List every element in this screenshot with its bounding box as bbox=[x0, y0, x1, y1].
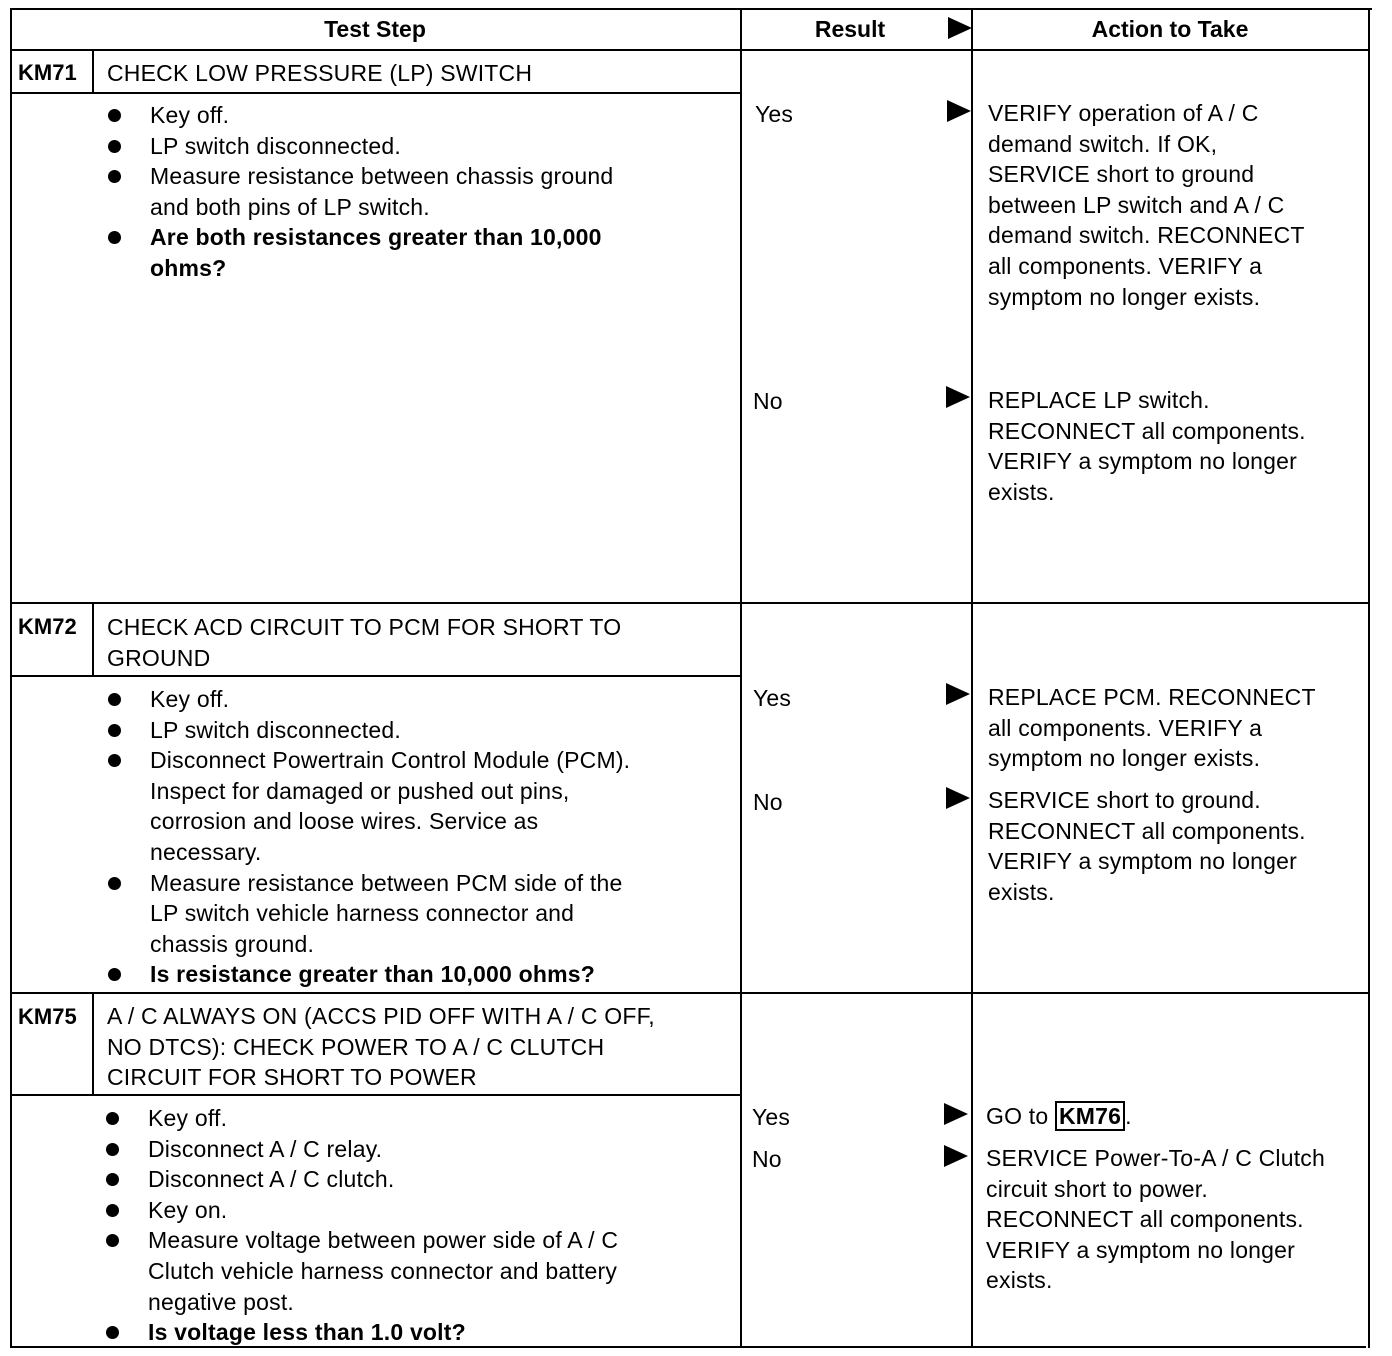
bullet-icon bbox=[108, 231, 121, 244]
bullet-icon bbox=[106, 1234, 119, 1247]
step-list bbox=[108, 100, 613, 284]
step-item: Key on. bbox=[106, 1195, 618, 1226]
code-divider-km72 bbox=[92, 602, 94, 677]
action-text: SERVICE Power-To-A / C Clutch circuit short to power. RECONNECT all components. VERIFY a symptom no longer exists. bbox=[986, 1145, 1325, 1294]
step-item: Key off. bbox=[108, 684, 630, 715]
right-arrow-icon bbox=[948, 17, 972, 39]
bullet-icon bbox=[106, 1112, 119, 1125]
right-arrow-icon bbox=[946, 386, 970, 408]
step-code: KM75 bbox=[18, 1004, 77, 1029]
step-list bbox=[106, 1103, 618, 1348]
result-yes: Yes bbox=[755, 101, 794, 127]
row-divider-km72 bbox=[10, 602, 1370, 604]
bullet-icon bbox=[108, 693, 121, 706]
result-no: No bbox=[753, 388, 783, 414]
step-item: LP switch disconnected. bbox=[108, 131, 613, 162]
table-left-border bbox=[10, 8, 12, 1348]
action-column-divider bbox=[971, 8, 973, 1348]
bullet-icon bbox=[106, 1173, 119, 1186]
title-underline-km71 bbox=[10, 92, 740, 94]
step-item: Key off. bbox=[106, 1103, 618, 1134]
result-no: No bbox=[753, 789, 783, 815]
action-text: GO to KM76 . bbox=[986, 1103, 1132, 1129]
action-text: SERVICE short to ground. RECONNECT all components. VERIFY a symptom no longer exists. bbox=[988, 787, 1306, 905]
bullet-icon bbox=[108, 140, 121, 153]
action-header: Action to Take bbox=[1091, 16, 1249, 42]
header-divider bbox=[10, 49, 1370, 51]
step-title: A / C ALWAYS ON (ACCS PID OFF WITH A / C OFF, NO DTCS): CHECK POWER TO A / C CLUTCH CIRCUIT FOR SHORT TO POWER bbox=[107, 1003, 655, 1091]
step-list bbox=[108, 684, 630, 990]
bullet-icon bbox=[106, 1143, 119, 1156]
action-text: VERIFY operation of A / C demand switch. If OK, SERVICE short to ground between LP switch and A / C demand switch. RECONNECT all components. VERIFY a symptom no longer exists. bbox=[988, 100, 1305, 310]
bullet-icon bbox=[106, 1204, 119, 1217]
result-yes: Yes bbox=[752, 1104, 791, 1130]
step-item: Disconnect A / C clutch. bbox=[106, 1164, 618, 1195]
test-step-header: Test Step bbox=[324, 16, 426, 42]
bullet-icon bbox=[108, 877, 121, 890]
bullet-icon bbox=[108, 724, 121, 737]
step-reference-link[interactable]: KM76 bbox=[1055, 1101, 1125, 1131]
right-arrow-icon bbox=[944, 1145, 968, 1167]
result-yes: Yes bbox=[753, 685, 792, 711]
step-item: LP switch disconnected. bbox=[108, 715, 630, 746]
table-top-border bbox=[10, 8, 1372, 10]
row-divider-km75 bbox=[10, 992, 1370, 994]
code-divider-km71 bbox=[92, 49, 94, 93]
step-item: Key off. bbox=[108, 100, 613, 131]
bullet-icon bbox=[106, 1326, 119, 1339]
title-underline-km72 bbox=[10, 675, 740, 677]
bullet-icon bbox=[108, 968, 121, 981]
step-title: CHECK ACD CIRCUIT TO PCM FOR SHORT TO GROUND bbox=[107, 614, 622, 671]
step-question: Is resistance greater than 10,000 ohms? bbox=[108, 959, 630, 990]
step-item: Disconnect A / C relay. bbox=[106, 1134, 618, 1165]
step-item: Disconnect Powertrain Control Module (PCM). Inspect for damaged or pushed out pins, corrosion and loose wires. Service as necessary. bbox=[108, 745, 630, 867]
right-arrow-icon bbox=[944, 1103, 968, 1125]
step-title: CHECK LOW PRESSURE (LP) SWITCH bbox=[107, 60, 533, 86]
table-right-border bbox=[1368, 8, 1370, 1348]
result-no: No bbox=[752, 1146, 782, 1172]
step-item: Measure voltage between power side of A / C Clutch vehicle harness connector and battery negative post. bbox=[106, 1225, 618, 1317]
right-arrow-icon bbox=[947, 100, 971, 122]
bullet-icon bbox=[108, 170, 121, 183]
bullet-icon bbox=[108, 109, 121, 122]
step-item: Measure resistance between chassis ground and both pins of LP switch. bbox=[108, 161, 613, 222]
title-underline-km75 bbox=[10, 1094, 740, 1096]
step-code: KM71 bbox=[18, 60, 77, 85]
code-divider-km75 bbox=[92, 992, 94, 1096]
step-item: Measure resistance between PCM side of the LP switch vehicle harness connector and chassis ground. bbox=[108, 868, 630, 960]
action-text: REPLACE LP switch. RECONNECT all components. VERIFY a symptom no longer exists. bbox=[988, 387, 1306, 505]
right-arrow-icon bbox=[946, 683, 970, 705]
right-arrow-icon bbox=[946, 787, 970, 809]
step-question: Are both resistances greater than 10,000 ohms? bbox=[108, 222, 613, 283]
step-code: KM72 bbox=[18, 614, 77, 639]
action-text: REPLACE PCM. RECONNECT all components. VERIFY a symptom no longer exists. bbox=[988, 684, 1316, 772]
result-header: Result bbox=[814, 16, 886, 42]
result-column-divider bbox=[740, 8, 742, 1348]
bullet-icon bbox=[108, 754, 121, 767]
step-question: Is voltage less than 1.0 volt? bbox=[106, 1317, 618, 1348]
